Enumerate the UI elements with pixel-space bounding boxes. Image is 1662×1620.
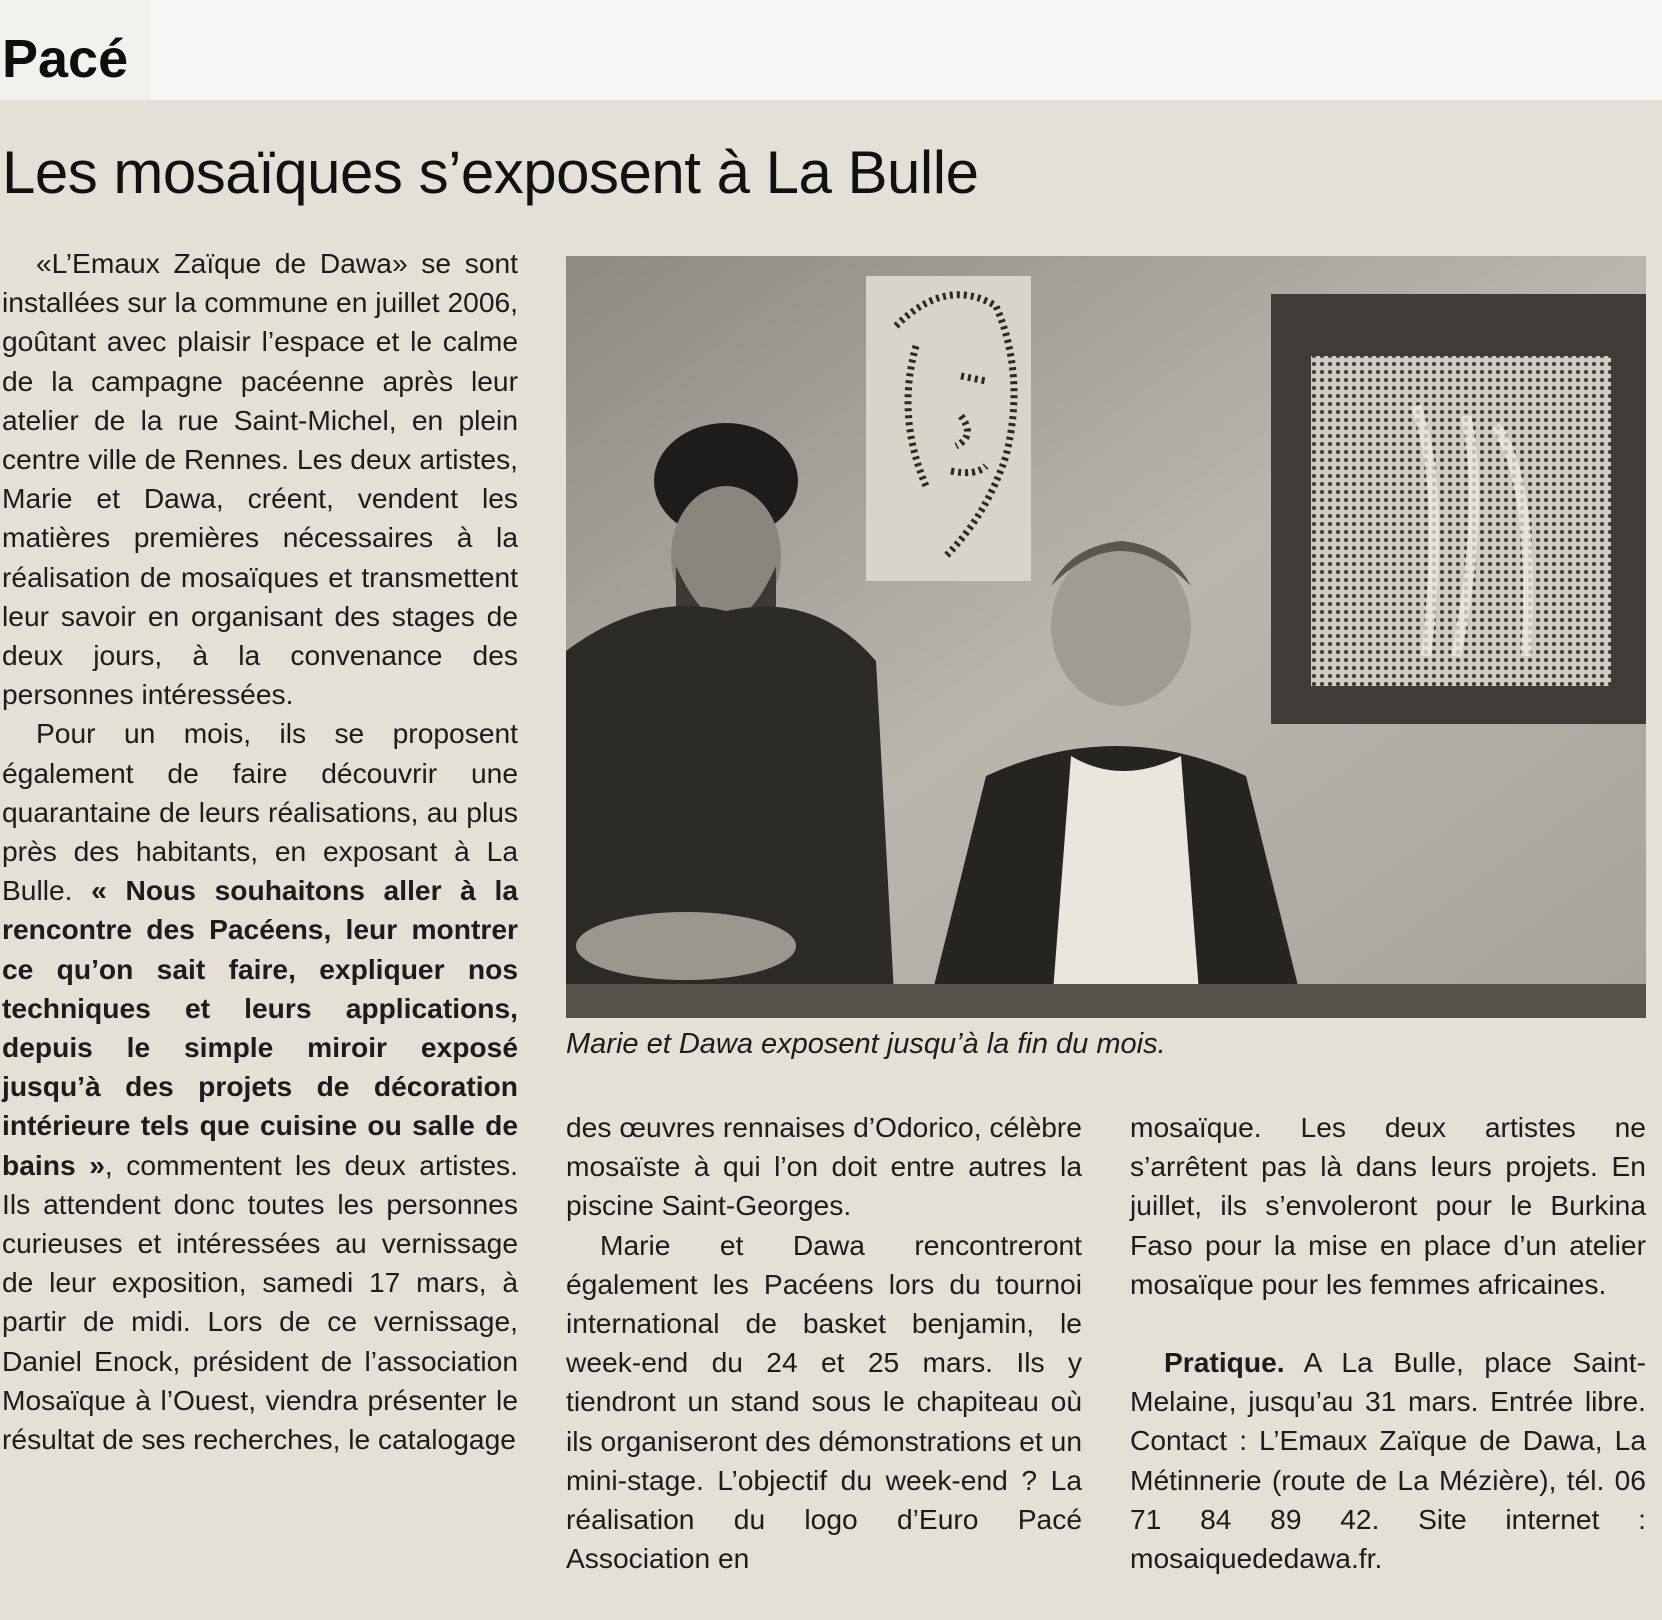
article-photo	[566, 256, 1646, 1018]
quote: « Nous souhaitons aller à la rencontre des Pacéens, leur montrer ce qu’on sait faire, expliquer nos techniques et leurs applications, depuis le simple miroir exposé jusqu’à des projets de décoration intérieure tels que cuisine ou salle de bains »	[2, 874, 519, 1181]
paragraph-text: , commentent les deux artistes. Ils attendent donc toutes les personnes curieuses et intéressées au vernissage de leur exposition, samedi 17 mars, à partir de midi. Lors de ce vernissage, Daniel Enock, président de l’association Mosaïque à l’Ouest, viendra présenter le résultat de ses recherches, le catalogage	[2, 1148, 518, 1456]
section-label: Pacé	[2, 29, 129, 89]
paragraph-text: Pour un mois, ils se proposent également de faire découvrir une quarantaine de leurs réalisations, au plus près des habitants, en exposant à La Bulle.	[2, 717, 518, 907]
practical-info-text: A La Bulle, place Saint-Melaine, jusqu’au 31 mars. Entrée libre. Contact : L’Emaux Zaïque de Dawa, La Métinnerie (route de La Mézière), tél. 06 71 84 89 42. Site internet : mosaiquededawa.fr.	[1130, 1346, 1646, 1575]
paper-margin	[150, 0, 1662, 100]
practical-info-label: Pratique.	[1164, 1346, 1285, 1379]
paragraph: mosaïque. Les deux artistes ne s’arrêtent pas là dans leurs projets. En juillet, ils s’envoleront pour le Burkina Faso pour la mise en place d’un atelier mosaïque pour les femmes africaines.	[1130, 1111, 1646, 1300]
photo-caption: Marie et Dawa exposent jusqu’à la fin du mois.	[566, 1028, 1166, 1060]
spacer	[1130, 1304, 1646, 1343]
table	[566, 984, 1646, 1018]
paragraph: «L’Emaux Zaïque de Dawa» se sont installées sur la commune en juillet 2006, goûtant avec plaisir l’espace et le calme de la campagne pacéenne après leur atelier de la rue Saint-Michel, en plein centre ville de Rennes. Les deux artistes, Marie et Dawa, créent, vendent les matières premières nécessaires à la réalisation de mosaïques et transmettent leur savoir en organisant des stages de deux jours, à la convenance des personnes intéressées.	[2, 247, 518, 711]
headline: Les mosaïques s’exposent à La Bulle	[2, 139, 979, 206]
paragraph	[2, 714, 518, 1459]
framed-mosaic-artwork	[1271, 294, 1646, 724]
photo-illustration	[566, 256, 1646, 1018]
article-column-2	[566, 1108, 1082, 1578]
article-column-3	[1130, 1108, 1646, 1578]
article-column-1	[2, 244, 518, 1459]
paragraph: des œuvres rennaises d’Odorico, célèbre mosaïste à qui l’on doit entre autres la piscine Saint-Georges.	[566, 1111, 1082, 1222]
paragraph: Marie et Dawa rencontreront également les Pacéens lors du tournoi international de basket benjamin, le week-end du 24 et 25 mars. Ils y tiendront un stand sous le chapiteau où ils organiseront des démonstrations et un mini-stage. L’objectif du week-end ? La réalisation du logo d’Euro Pacé Association en	[566, 1228, 1082, 1575]
practical-info	[1130, 1343, 1646, 1578]
mosaic-face-artwork	[866, 276, 1031, 581]
